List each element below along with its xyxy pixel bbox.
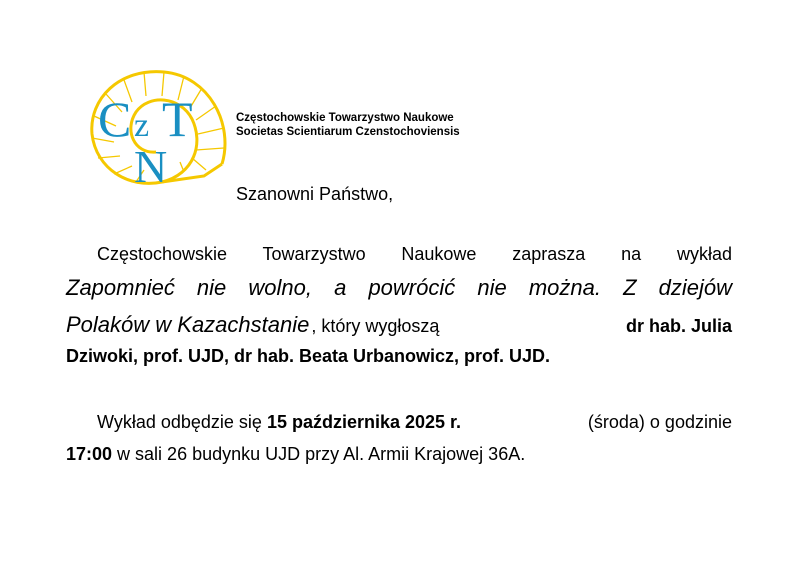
para1-intro: Częstochowskie Towarzystwo Naukowe zaprasza na wykład xyxy=(97,244,732,264)
logo-letter-n: N xyxy=(134,141,168,192)
org-name-polish: Częstochowskie Towarzystwo Naukowe xyxy=(236,112,454,124)
org-name-latin: Societas Scientiarum Czenstochoviensis xyxy=(236,126,460,138)
logo-letter-z: z xyxy=(134,107,150,144)
greeting: Szanowni Państwo, xyxy=(236,184,394,204)
cztn-logo xyxy=(84,64,234,194)
para2-text3: w sali 26 budynku UJD przy Al. Armii Krajowej 36A. xyxy=(112,444,526,464)
connector-text: , który wygłoszą xyxy=(311,316,445,336)
lecture-time: 17:00 xyxy=(66,444,113,464)
logo-letter-t: T xyxy=(162,91,193,147)
speakers-line1: dr hab. Julia xyxy=(625,316,732,336)
lecture-date: 15 października 2025 r. xyxy=(266,412,462,432)
lecture-title-line1: Zapomnieć nie wolno, a powrócić nie można. Z dziejów xyxy=(66,275,732,300)
para2-text1: Wykład odbędzie się xyxy=(97,412,267,432)
logo-letter-c: C xyxy=(98,91,132,147)
para2-text2: (środa) o godzinie xyxy=(582,412,732,432)
lecture-title-line2: Polaków w Kazachstanie xyxy=(66,312,310,337)
speakers-line2: Dziwoki, prof. UJD, dr hab. Beata Urbanowicz, prof. UJD. xyxy=(66,346,551,366)
